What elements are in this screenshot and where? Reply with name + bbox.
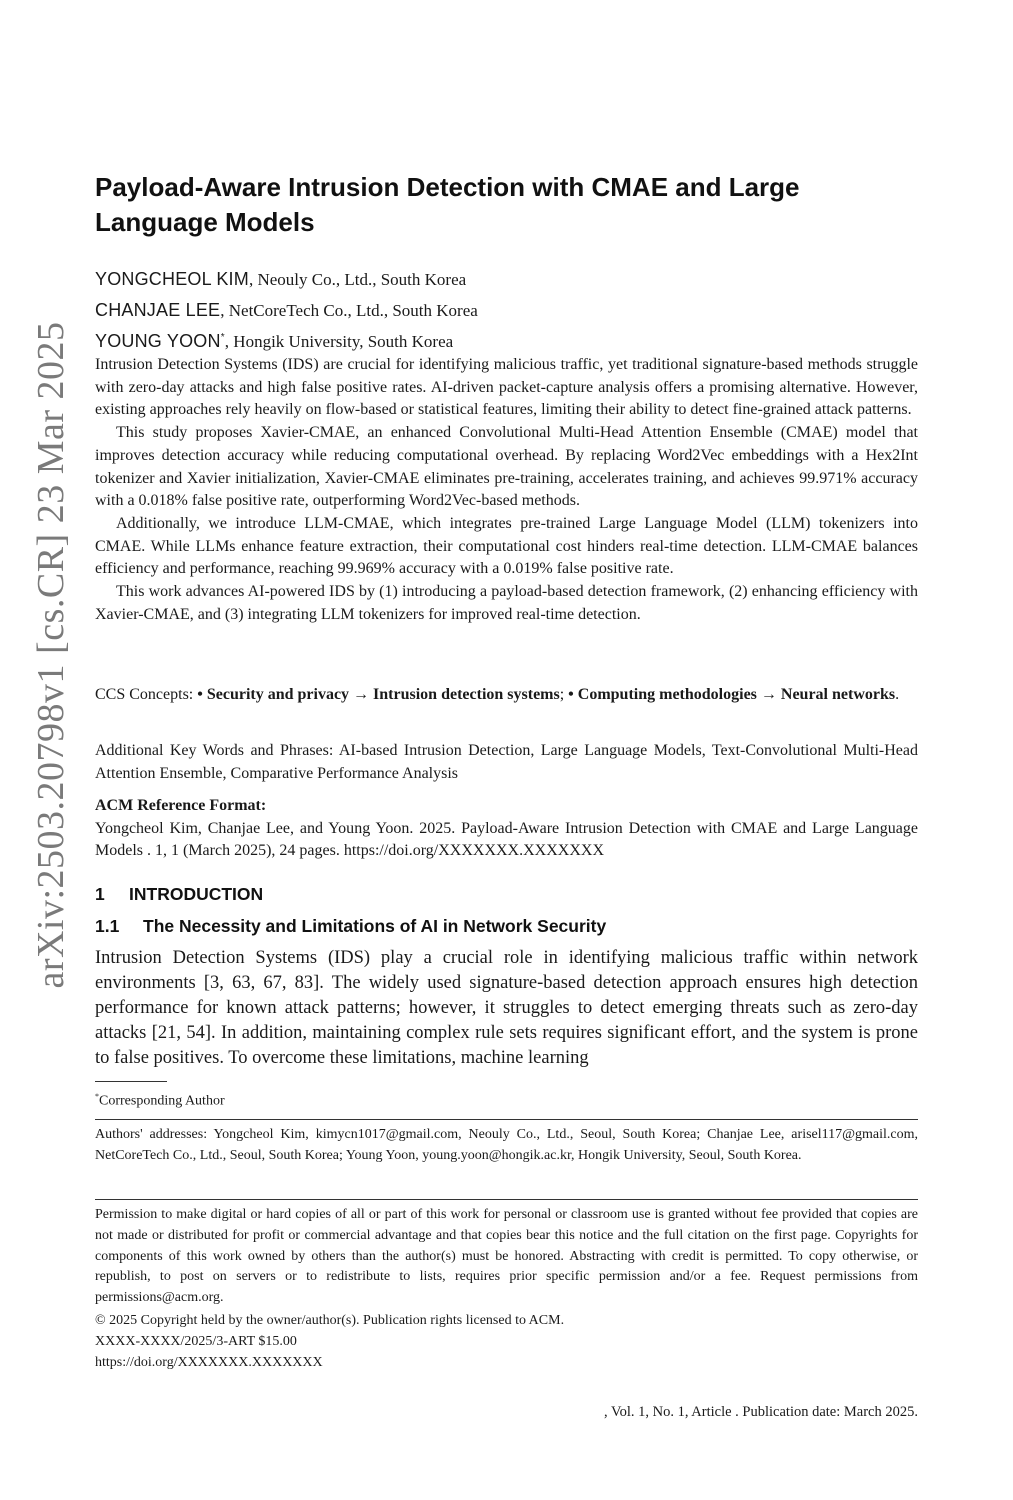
corresponding-footnote: *Corresponding Author (95, 1092, 225, 1109)
doi-line: https://doi.org/XXXXXXX.XXXXXXX (95, 1354, 323, 1370)
author-name: YOUNG YOON* (95, 331, 225, 351)
abstract-paragraph: Additionally, we introduce LLM-CMAE, which integrates pre-trained Large Language Model (LLM) tokenizers into CMAE. While LLMs enhance feature extraction, their computational cost hinders real-time detection. LLM-CMAE balances efficiency and performance, reaching 99.969% accuracy with a 0.019% false positive rate. (95, 514, 918, 578)
footnote-divider (95, 1081, 167, 1082)
author-line (95, 324, 918, 355)
page-footer: , Vol. 1, No. 1, Article . Publication date: March 2025. (604, 1404, 918, 1420)
author-affiliation: , Neouly Co., Ltd., South Korea (248, 270, 467, 289)
ccs-concepts: CCS Concepts: • Security and privacy → Intrusion detection systems; • Computing methodologies → Neural networks. (95, 686, 900, 703)
divider (95, 1119, 918, 1120)
arxiv-stamp: arXiv:2503.20798v1 [cs.CR] 23 Mar 2025 (30, 321, 72, 989)
author-name: CHANJAE LEE (95, 300, 221, 320)
permission-text: Permission to make digital or hard copies of all or part of this work for personal or classroom use is granted without fee provided that copies are not made or distributed for profit or commercial advantage and that copies bear this notice and the full citation on the first page. Copyrights for components of this work owned by others than the author(s) must be honored. Abstracting with credit is permitted. To copy otherwise, or republish, to post on servers or to redistribute to lists, requires prior specific permission and/or a fee. Request permissions from permissions@acm.org. (95, 1207, 918, 1306)
abstract-paragraph: Intrusion Detection Systems (IDS) are crucial for identifying malicious traffic, yet traditional signature-based methods struggle with zero-day attacks and high false positive rates. AI-driven packet-capture analysis offers a promising alternative. However, existing approaches rely heavily on flow-based or statistical features, limiting their ability to detect fine-grained attack patterns. (95, 356, 918, 419)
author-affiliation: , Hongik University, South Korea (224, 332, 454, 351)
abstract-paragraph: This study proposes Xavier-CMAE, an enhanced Convolutional Multi-Head Attention Ensemble (CMAE) model that improves detection accuracy while reducing computational overhead. By replacing Word2Vec embeddings with a Hex2Int tokenizer and Xavier initialization, Xavier-CMAE eliminates pre-training, accelerates training, and achieves 99.971% accuracy with a 0.018% false positive rate, outperforming Word2Vec-based methods. (95, 424, 918, 510)
author-line (95, 262, 918, 293)
abstract (95, 354, 918, 626)
intro-paragraph: Intrusion Detection Systems (IDS) play a crucial role in identifying malicious traffic within network environments [3, 63, 67, 83]. The widely used signature-based detection approach ensures high detection performance for known attack patterns; however, it struggles to detect emerging threats such as zero-day attacks [21, 54]. In addition, maintaining complex rule sets requires significant effort, and the system is prone to false positives. To overcome these limitations, machine learning (95, 948, 918, 1068)
reference-heading: ACM Reference Format: (95, 797, 267, 814)
copyright-line: © 2025 Copyright held by the owner/author(s). Publication rights licensed to ACM. (95, 1312, 565, 1328)
subsection-heading: 1.1 The Necessity and Limitations of AI in Network Security (95, 916, 607, 936)
divider (95, 1199, 918, 1200)
keywords: Additional Key Words and Phrases: AI-based Intrusion Detection, Large Language Models, Text-Convolutional Multi-Head Attention Ensemble, Comparative Performance Analysis (95, 742, 918, 782)
paper-title: Payload-Aware Intrusion Detection with CMAE and Large Language Models (95, 172, 800, 237)
author-line (95, 293, 918, 324)
section-heading: 1 INTRODUCTION (95, 884, 264, 904)
acm-reference (95, 795, 918, 863)
author-name: YONGCHEOL KIM (95, 269, 249, 289)
author-list (95, 262, 918, 355)
abstract-paragraph: This work advances AI-powered IDS by (1) introducing a payload-based detection framework, (2) enhancing efficiency with Xavier-CMAE, and (3) integrating LLM tokenizers for improved real-time detection. (95, 583, 918, 623)
author-affiliation: , NetCoreTech Co., Ltd., South Korea (220, 301, 478, 320)
reference-text: Yongcheol Kim, Chanjae Lee, and Young Yoon. 2025. Payload-Aware Intrusion Detection with CMAE and Large Language Models . 1, 1 (March 2025), 24 pages. https://doi.org/XXXXXXX.XXXXXXX (95, 819, 918, 859)
permission-notice (95, 1205, 918, 1373)
issn-line: XXXX-XXXX/2025/3-ART $15.00 (95, 1333, 297, 1349)
author-addresses: Authors' addresses: Yongcheol Kim, kimycn1017@gmail.com, Neouly Co., Ltd., Seoul, South Korea; Chanjae Lee, arisel117@gmail.com, NetCoreTech Co., Ltd., Seoul, South Korea; Young Yoon, young.yoon@hongik.ac.kr, Hongik University, Seoul, South Korea. (95, 1127, 918, 1163)
